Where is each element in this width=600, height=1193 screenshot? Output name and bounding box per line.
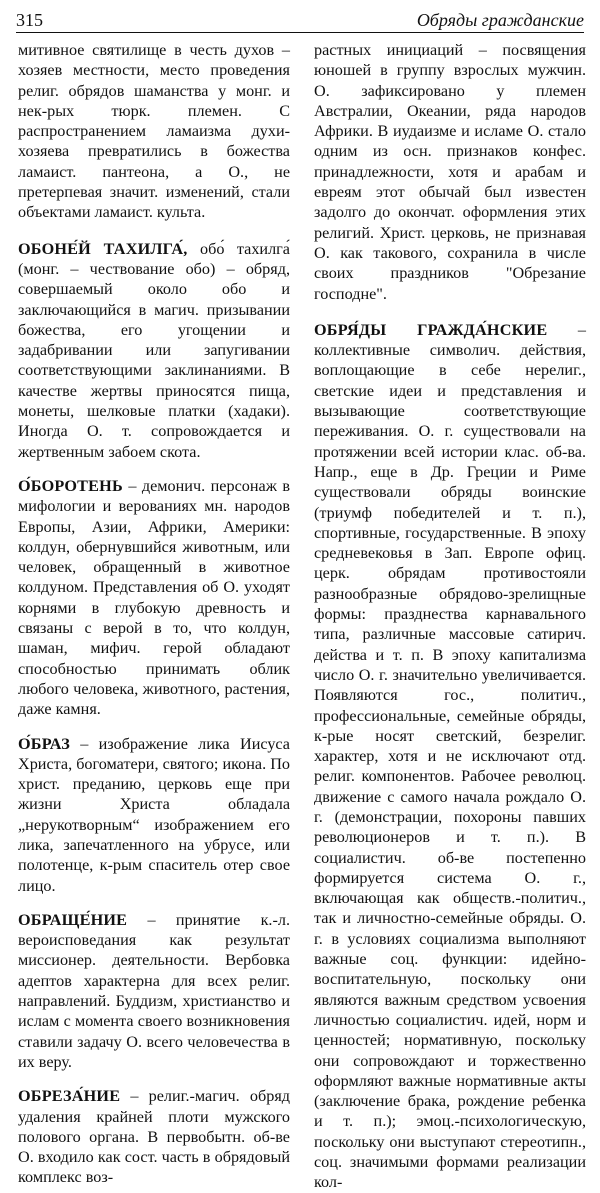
entry-body: – религ.-магич. обряд удаления крайней плоти мужского полового органа. В первобытн. об-ве О. входило как сост. часть в обрядовый комплекс воз- [18, 1087, 290, 1187]
entry-body: обо́ тахилга́ (монг. – чествование обо) – обряд, совершаемый около обо и заключающийся в магич. призывании божества, его угощении и задабривании или запугивании соответствующими заклинаниями. В качестве жертвы приносятся пища, монеты, шелковые платки (хадаки). Иногда О. т. сопровождается и жертвенным забоем скота. [18, 239, 290, 461]
entry-body: – изображение лика Иисуса Христа, богоматери, святого; икона. По христ. преданию, церковь еще при жизни Христа обладала „нерукотворным“ изображением его лика, запечатленного на убрусе, или полотенце, к-рым спаситель отер свое лицо. [18, 734, 290, 895]
entry-headword: О́БОРОТЕНЬ [18, 476, 123, 495]
page-header [16, 6, 584, 33]
entry-body: – коллективные символич. действия, воплощающие в себе нерелиг., светские идеи и представления и вызывающие соответствующие переживания. О. г. существовали на протяжении всей истории клас. об-ва. Напр., еще в Др. Греции и Риме существовали обряды воинские (триумф победителей и т. п.), спортивные, государственные. В эпоху средневековья в Зап. Европе офиц. церк. обрядам противостояли разнообразные обрядово-зрелищные формы: празднества карнавального типа, различные массовые сатирич. действа и т. п. В эпоху капитализма число О. г. значительно увеличивается. Появляются гос., политич., профессиональные, семейные обряды, к-рые носят светский, безрелиг. характер, хотя и не исключают отд. религ. компонентов. Рабочее революц. движение с самого начала рождало О. г. (демонстрации, похороны павших революционеров и т. п.). В социалистич. об-ве постепенно формируется система О. г., включающая как обществ.-политич., так и личностно-семейные обряды. О. г. в условиях социализма выполняют важные соц. функции: идейно-воспитательную, поскольку они являются важным средством усвоения личностью социалистич. идей, норм и ценностей; нормативную, поскольку они сопровождают и торжественно оформляют важные нормативные акты (заключение брака, рождение ребенка и т. п.); эмоц.-психологическую, поскольку они выступают стереотипн., соц. значимыми формами реализации кол- [314, 320, 586, 1192]
entry-obraz [18, 734, 290, 896]
entry-headword: ОБРАЩЕ́НИЕ [18, 910, 128, 929]
left-column [18, 40, 290, 1188]
page-number: 315 [16, 10, 43, 30]
entry-obryady-grazhdanskie [314, 320, 586, 1193]
running-title: Обряды гражданские [416, 10, 584, 30]
entry-headword: ОБРЯ́ДЫ ГРАЖДА́НСКИЕ [314, 320, 548, 339]
entry-headword: ОБРЕЗА́НИЕ [18, 1087, 121, 1106]
left-continuation-text: митивное святилище в честь духов – хозяев местности, место проведения религ. обрядов шаманства у монг. и нек-рых тюрк. племен. С распространением ламаизма духи-хозяева превратились в божества ламаист. пантеона, а О., не претерпевая значит. изменений, стали объектами ламаист. культа. [18, 41, 290, 222]
entry-obrashchenie [18, 910, 290, 1072]
entry-oboroten [18, 476, 290, 720]
entry-body: – принятие к.-л. вероисповедания как результат миссионер. деятельности. Вербовка адептов характерна для всех религ. направлений. Буддизм, христианство и ислам с момента своего возникновения ставили задачу О. всего человечества в их веру. [18, 910, 290, 1071]
entry-body: – демонич. персонаж в мифологии и верованиях мн. народов Европы, Азии, Африки, Америки: колдун, обернувшийся животным, или человек, обращенный в животное колдуном. Представления об О. уходят корнями в глубокую древность и связаны с верой в то, что колдун, шаман, мифич. герой обладают способностью принимать облик любого человека, животного, растения, даже камня. [18, 476, 290, 719]
entry-headword: ОБОНЕ́Й ТАХИЛГА́, [18, 239, 188, 258]
right-continuation-text: растных инициаций – посвящения юношей в группу взрослых мужчин. О. зафиксировано у племен Австралии, Океании, ряда народов Африки. В иудаизме и исламе О. стало одним из осн. признаков конфес. принадлежности, хотя и арабам и евреям этот обычай был известен задолго до окончат. оформления этих религий. Христ. церковь, не признавая О. как такового, сохранила в числе своих праздников "Обрезание господне". [314, 41, 586, 303]
entry-obonei-tahilga [18, 239, 290, 462]
entry-headword: О́БРАЗ [18, 734, 70, 753]
entry-obrezanie [18, 1086, 290, 1187]
